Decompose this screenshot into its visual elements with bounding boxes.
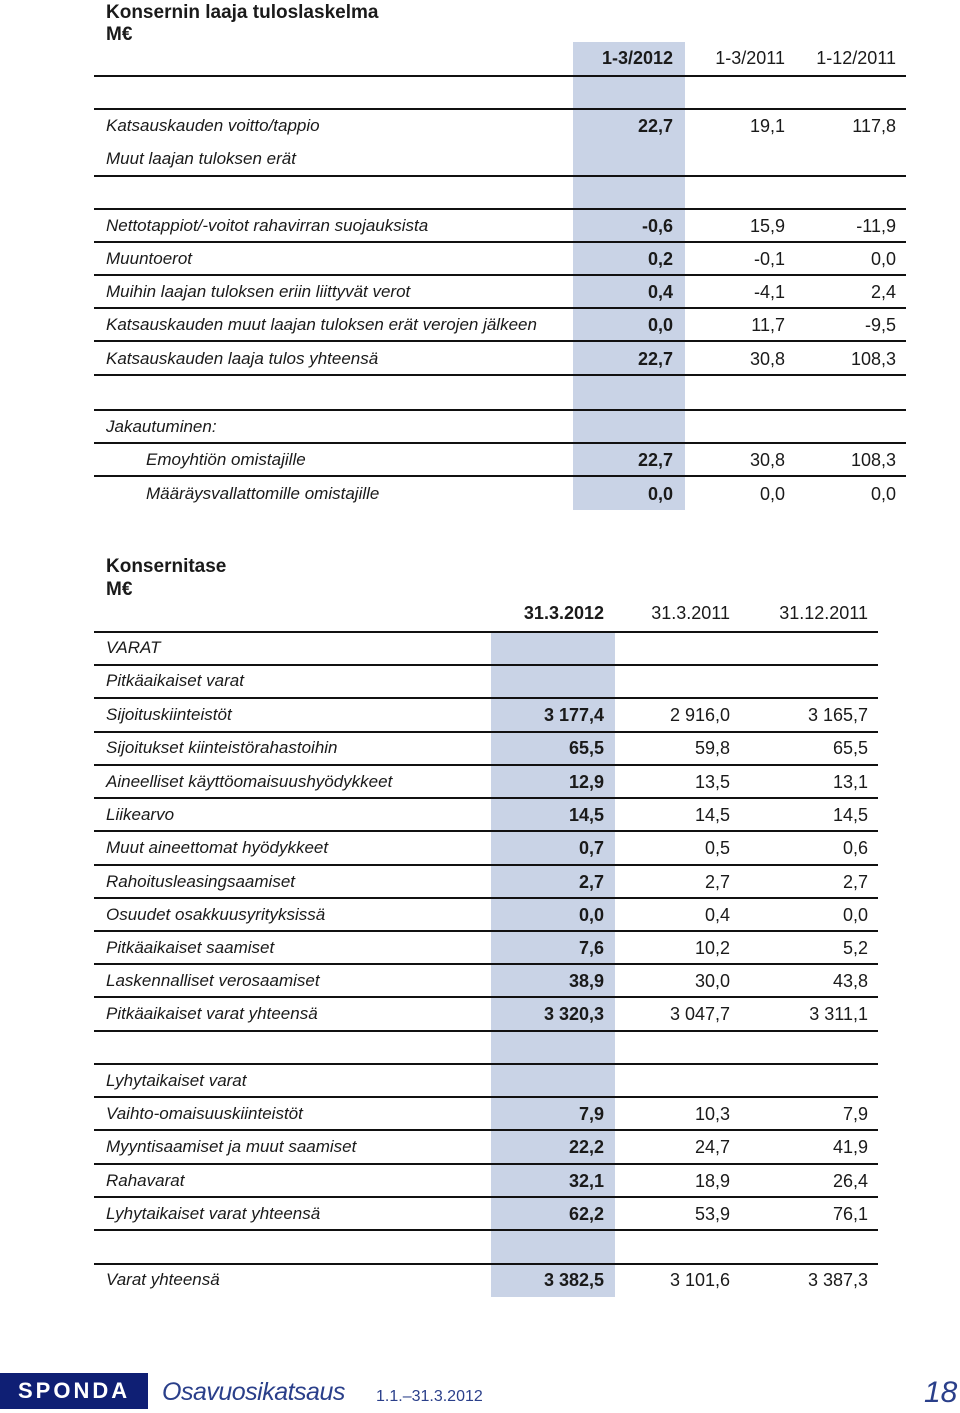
table-row (0, 210, 960, 243)
income-col-prior: 1-3/2011 (715, 48, 785, 68)
row-label: Rahoitusleasingsaamiset (106, 872, 295, 891)
balance-col-prior: 31.3.2011 (651, 603, 730, 623)
table-row (0, 1165, 960, 1198)
row-label: Rahavarat (106, 1171, 185, 1190)
value-prior: 0,5 (704, 838, 730, 858)
table-row (0, 665, 960, 698)
value-prior: 59,8 (694, 738, 730, 758)
value-prior: 11,7 (751, 315, 785, 335)
value-fy: 5,2 (842, 938, 868, 958)
value-current: 22,7 (637, 349, 673, 369)
row-label: Lyhytaikaiset varat (106, 1071, 247, 1090)
table-row (0, 632, 960, 665)
value-fy: 65,5 (832, 738, 868, 758)
table-row (0, 1065, 960, 1098)
income-statement-title: Konsernin laaja tuloslaskelma (106, 2, 379, 23)
value-fy: 13,1 (832, 772, 868, 792)
value-current: 3 320,3 (543, 1004, 604, 1024)
value-current: 7,6 (578, 938, 604, 958)
value-prior: 30,0 (694, 971, 730, 991)
table-row (0, 699, 960, 732)
value-prior: 2,7 (704, 872, 730, 892)
value-fy: 0,0 (842, 905, 868, 925)
table-row (0, 243, 960, 276)
value-prior: 19,1 (749, 116, 785, 136)
table-row (0, 1131, 960, 1164)
value-current: 0,2 (647, 249, 673, 269)
value-current: 0,7 (578, 838, 604, 858)
value-current: 2,7 (578, 872, 604, 892)
table-row (0, 309, 960, 342)
value-fy: -11,9 (856, 216, 896, 236)
value-prior: -4,1 (753, 282, 785, 302)
value-fy: 108,3 (850, 450, 896, 470)
row-label: Aineelliset käyttöomaisuushyödykkeet (106, 772, 393, 791)
value-prior: 18,9 (694, 1171, 730, 1191)
income-unit: M€ (106, 24, 133, 45)
row-label: Sijoitukset kiinteistörahastoihin (106, 738, 338, 757)
value-current: 38,9 (568, 971, 604, 991)
value-prior: 3 101,6 (669, 1270, 730, 1290)
value-current: 0,0 (578, 905, 604, 925)
value-fy: 26,4 (832, 1171, 868, 1191)
value-current: 22,7 (637, 450, 673, 470)
row-label: Myyntisaamiset ja muut saamiset (106, 1137, 357, 1156)
value-fy: 3 311,1 (809, 1004, 868, 1024)
value-prior: 3 047,7 (669, 1004, 730, 1024)
row-label: Nettotappiot/-voitot rahavirran suojauksista (106, 216, 429, 235)
row-label: Pitkäaikaiset varat yhteensä (106, 1004, 318, 1023)
table-row (0, 444, 960, 477)
balance-unit: M€ (106, 579, 133, 600)
table-row (0, 478, 960, 511)
row-label: Osuudet osakkuusyrityksissä (106, 905, 326, 924)
table-row (0, 998, 960, 1031)
row-label: Katsauskauden voitto/tappio (106, 116, 320, 135)
logo-text: SPONDA (18, 1378, 131, 1403)
rule (94, 75, 906, 77)
table-row (0, 143, 960, 176)
row-label: Katsauskauden muut laajan tuloksen erät verojen jälkeen (106, 315, 537, 334)
value-fy: 7,9 (842, 1104, 868, 1124)
report-period: 1.1.–31.3.2012 (376, 1388, 483, 1405)
value-fy: 117,8 (852, 116, 896, 136)
row-label: Muuntoerot (106, 249, 192, 268)
table-row (0, 965, 960, 998)
value-fy: 0,6 (842, 838, 868, 858)
table-row (0, 1098, 960, 1131)
value-current: 22,7 (637, 116, 673, 136)
value-current: 0,0 (647, 484, 673, 504)
row-label: Pitkäaikaiset saamiset (106, 938, 275, 957)
row-label: Pitkäaikaiset varat (106, 671, 244, 690)
value-current: 62,2 (568, 1204, 604, 1224)
table-row (0, 766, 960, 799)
row-label: Emoyhtiön omistajille (146, 450, 306, 469)
value-fy: 2,4 (870, 282, 896, 302)
value-fy: 3 165,7 (807, 705, 868, 725)
value-fy: 0,0 (870, 484, 896, 504)
page-number: 18 (924, 1376, 958, 1409)
value-current: 32,1 (568, 1171, 604, 1191)
row-label: Muihin laajan tuloksen eriin liittyvät verot (106, 282, 411, 301)
value-fy: 2,7 (842, 872, 868, 892)
row-label: Lyhytaikaiset varat yhteensä (106, 1204, 321, 1223)
value-prior: 53,9 (694, 1204, 730, 1224)
balance-col-current: 31.3.2012 (523, 603, 604, 623)
report-title: Osavuosikatsaus (162, 1378, 345, 1406)
value-prior: -0,1 (753, 249, 785, 269)
table-row (0, 1264, 960, 1297)
row-label: Varat yhteensä (106, 1270, 220, 1289)
row-label: Katsauskauden laaja tulos yhteensä (106, 349, 379, 368)
table-row (0, 1198, 960, 1231)
row-label: Muut laajan tuloksen erät (106, 149, 296, 168)
value-current: 3 382,5 (543, 1270, 604, 1290)
value-current: 0,0 (647, 315, 673, 335)
table-row (0, 932, 960, 965)
balance-sheet-title: Konsernitase (106, 556, 227, 577)
value-prior: 0,0 (759, 484, 785, 504)
row-label: Vaihto-omaisuuskiinteistöt (106, 1104, 303, 1123)
table-row (0, 832, 960, 865)
value-prior: 24,7 (694, 1137, 730, 1157)
value-prior: 13,5 (694, 772, 730, 792)
value-current: 3 177,4 (543, 705, 604, 725)
value-prior: 10,2 (694, 938, 730, 958)
value-current: 7,9 (578, 1104, 604, 1124)
row-label: Muut aineettomat hyödykkeet (106, 838, 329, 857)
row-label: Laskennalliset verosaamiset (106, 971, 320, 990)
row-label: Liikearvo (106, 805, 175, 824)
table-row (0, 343, 960, 376)
value-fy: 0,0 (870, 249, 896, 269)
income-col-current: 1-3/2012 (601, 48, 673, 68)
value-fy: -9,5 (864, 315, 896, 335)
value-prior: 30,8 (749, 450, 785, 470)
value-fy: 3 387,3 (807, 1270, 868, 1290)
value-prior: 10,3 (694, 1104, 730, 1124)
row-label: Määräysvallattomille omistajille (146, 484, 380, 503)
table-row (0, 110, 960, 143)
table-row (0, 411, 960, 444)
value-fy: 76,1 (832, 1204, 868, 1224)
value-prior: 2 916,0 (669, 705, 730, 725)
value-current: 0,4 (647, 282, 673, 302)
value-prior: 0,4 (704, 905, 730, 925)
table-row (0, 899, 960, 932)
value-fy: 14,5 (832, 805, 868, 825)
balance-col-fy: 31.12.2011 (779, 603, 868, 623)
value-prior: 30,8 (749, 349, 785, 369)
sponda-logo (0, 1373, 148, 1409)
value-current: 14,5 (568, 805, 604, 825)
value-current: 65,5 (568, 738, 604, 758)
value-current: 22,2 (568, 1137, 604, 1157)
table-row (0, 866, 960, 899)
value-prior: 15,9 (749, 216, 785, 236)
row-label: VARAT (106, 638, 161, 657)
value-fy: 41,9 (832, 1137, 868, 1157)
table-row (0, 732, 960, 765)
row-label: Sijoituskiinteistöt (106, 705, 232, 724)
value-fy: 108,3 (850, 349, 896, 369)
income-col-fy: 1-12/2011 (816, 48, 896, 68)
value-fy: 43,8 (832, 971, 868, 991)
table-row (0, 799, 960, 832)
value-current: -0,6 (641, 216, 673, 236)
row-label: Jakautuminen: (106, 417, 217, 436)
value-prior: 14,5 (694, 805, 730, 825)
value-current: 12,9 (568, 772, 604, 792)
table-row (0, 276, 960, 309)
